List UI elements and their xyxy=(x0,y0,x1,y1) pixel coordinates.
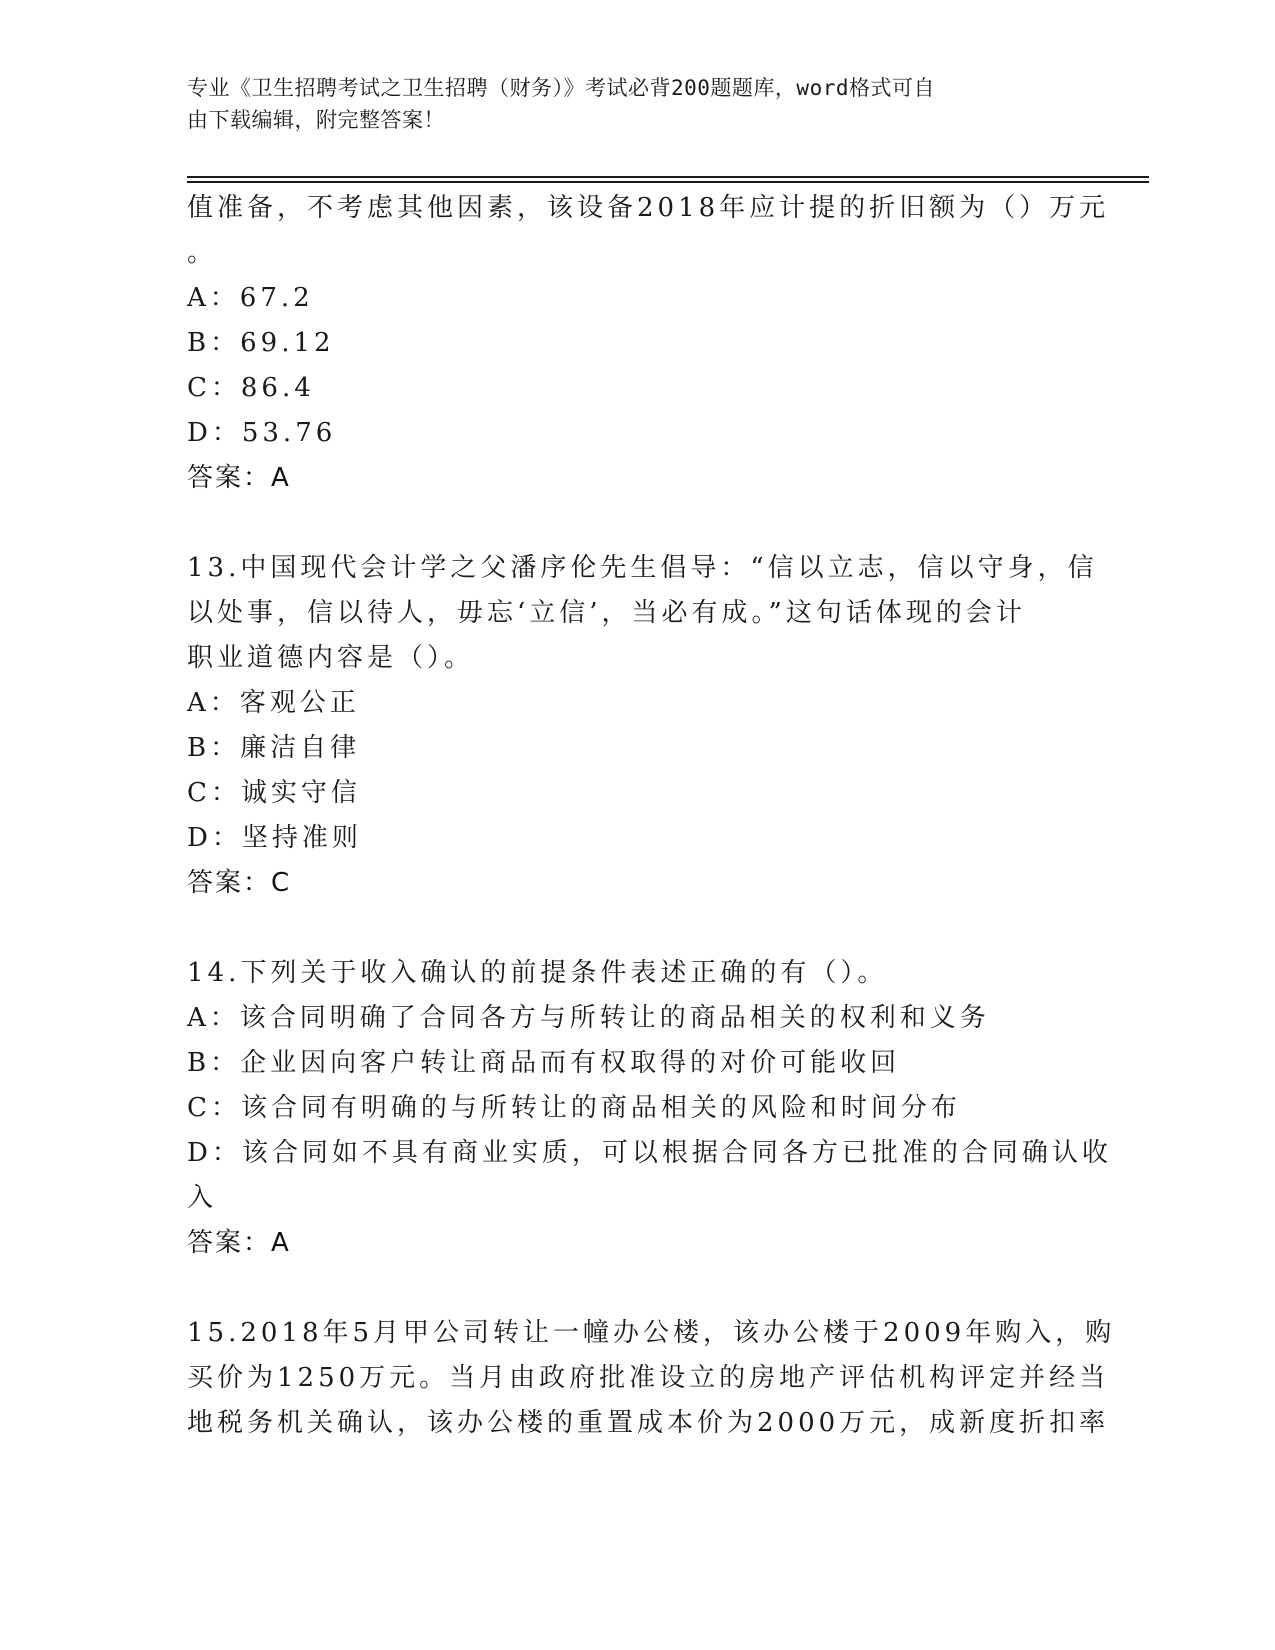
spacer xyxy=(187,1266,1087,1311)
spacer xyxy=(187,501,1087,546)
option-d: D：该合同如不具有商业实质，可以根据合同各方已批准的合同确认收 xyxy=(187,1138,1112,1168)
question-text: 以处事，信以待人，毋忘‘立信’，当必有成。”这句话体现的会计 xyxy=(187,598,1026,628)
header-divider-bottom xyxy=(187,181,1149,183)
option-b: B：企业因向客户转让商品而有权取得的对价可能收回 xyxy=(187,1048,901,1078)
option-c: C：该合同有明确的与所转让的商品相关的风险和时间分布 xyxy=(187,1093,961,1123)
header-divider-top xyxy=(187,176,1149,178)
question-text: 15.2018年5月甲公司转让一幢办公楼，该办公楼于2009年购入，购 xyxy=(187,1318,1116,1348)
answer: 答案：A xyxy=(187,463,291,493)
question-12 xyxy=(187,186,1110,501)
question-text: 13.中国现代会计学之父潘序伦先生倡导：“信以立志，信以守身，信 xyxy=(187,553,1098,583)
document-header xyxy=(187,72,1067,136)
option-a: A：67.2 xyxy=(187,283,314,313)
question-text: 职业道德内容是（）。 xyxy=(187,643,475,673)
option-b: B：廉洁自律 xyxy=(187,733,361,763)
answer: 答案：A xyxy=(187,1228,291,1258)
question-text: 。 xyxy=(187,238,218,268)
spacer xyxy=(187,906,1087,951)
question-14 xyxy=(187,951,1112,1266)
question-13 xyxy=(187,546,1098,906)
option-d-continued: 入 xyxy=(187,1183,218,1213)
option-d: D：坚持准则 xyxy=(187,823,362,853)
question-15 xyxy=(187,1311,1116,1446)
question-text: 地税务机关确认，该办公楼的重置成本价为2000万元，成新度折扣率 xyxy=(187,1408,1110,1438)
header-line-1: 专业《卫生招聘考试之卫生招聘（财务）》考试必背200题题库，word格式可自 xyxy=(187,76,935,100)
option-b: B：69.12 xyxy=(187,328,335,358)
question-text: 14.下列关于收入确认的前提条件表述正确的有（）。 xyxy=(187,958,888,988)
question-text: 值准备，不考虑其他因素，该设备2018年应计提的折旧额为（）万元 xyxy=(187,193,1110,223)
option-c: C：诚实守信 xyxy=(187,778,361,808)
question-text: 买价为1250万元。当月由政府批准设立的房地产评估机构评定并经当 xyxy=(187,1363,1110,1393)
option-d: D：53.76 xyxy=(187,418,337,448)
answer: 答案：C xyxy=(187,868,292,898)
header-line-2: 由下载编辑，附完整答案！ xyxy=(187,108,445,132)
option-a: A：该合同明确了合同各方与所转让的商品相关的权利和义务 xyxy=(187,1003,990,1033)
option-c: C：86.4 xyxy=(187,373,315,403)
option-a: A：客观公正 xyxy=(187,688,360,718)
document-body xyxy=(187,186,1116,1446)
